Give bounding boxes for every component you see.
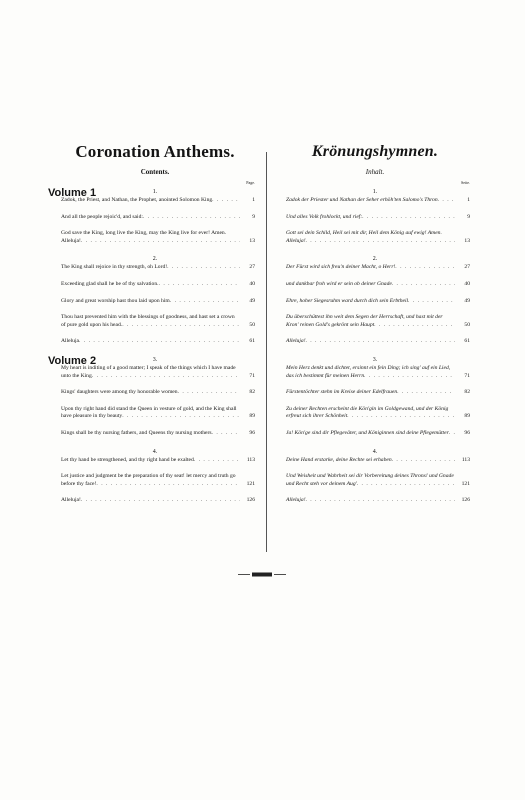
german-entry-title: Du überschüttest ihn weit dem Segen der Herrschaft, und hast mit der Kron' reinen Gold's gekrönt sein Haupt . . . — [280, 314, 455, 329]
german-entry-page: 40 — [464, 280, 470, 287]
german-entry-page: 50 — [464, 321, 470, 328]
german-sections — [280, 187, 470, 505]
german-entry-page: 96 — [464, 429, 470, 436]
german-contents-entry — [280, 281, 470, 289]
german-contents-entry — [280, 338, 470, 346]
german-contents-entry — [280, 365, 470, 380]
english-entry-title: Glory and great worship hast thou laid upon him . . . — [55, 298, 240, 306]
english-section-number: 4. — [152, 448, 158, 455]
english-contents-entry — [55, 214, 255, 222]
german-entry-title: Zadok der Priester und Nathan der Seher erhöh'ten Salomo's Thron . . . — [280, 197, 455, 205]
german-entry-page: 13 — [464, 237, 470, 244]
english-entry-page: 13 — [249, 237, 255, 244]
german-entry-page: 121 — [461, 480, 470, 487]
german-contents-entry — [280, 457, 470, 465]
english-section-number: 1. — [152, 189, 158, 195]
english-section-4 — [55, 447, 255, 505]
english-entry-title: Let thy hand be strengthened, and thy right hand be exalted . . . — [55, 457, 240, 465]
english-entry-page: 50 — [249, 321, 255, 328]
english-page-header: Page. — [246, 180, 255, 185]
english-entry-title: Kings' daughters were among thy honorable women . . . — [55, 389, 240, 397]
column-divider — [266, 152, 267, 552]
english-entry-title: Thou hast prevented him with the blessings of goodness, and hast set a crown of pure gold upon his head. . . . — [55, 314, 240, 329]
german-title: Krönungshymnen. — [311, 143, 439, 160]
german-entry-title: Deine Hand erstarke, deine Rechte sei erhaben . . . — [280, 457, 455, 465]
german-entry-page: 71 — [464, 372, 470, 379]
german-contents-entry — [280, 314, 470, 329]
english-sections — [48, 187, 255, 505]
english-contents-entry — [55, 230, 255, 245]
german-contents-entry — [280, 406, 470, 421]
english-volume-label: Volume 1 — [48, 187, 97, 199]
english-entry-title: Alleluja! . . . — [55, 497, 240, 505]
english-contents-entry — [55, 197, 255, 205]
german-entry-page: 61 — [464, 338, 470, 345]
german-entry-title: Gott sei dein Schild, Heil sei mit dir, Heil dem König auf ewig! Amen. Alleluja! . . . — [280, 230, 455, 245]
english-entry-page: 96 — [249, 429, 255, 436]
german-entry-page: 113 — [461, 456, 470, 463]
german-entry-title: Mein Herz denkt und dichtet, ersinnt ein fein Ding; ich sing' auf ein Lied, das ich bestimmt für meinen Herrn . . . — [280, 365, 455, 380]
german-contents-entry — [280, 497, 470, 505]
english-entry-page: 1 — [252, 197, 255, 203]
english-contents-entry — [55, 281, 255, 289]
english-entry-page: 126 — [246, 497, 255, 504]
english-contents-entry — [55, 497, 255, 505]
german-entry-title: Der Fürst wird sich freu'n deiner Macht, o Herr! . . . — [280, 264, 455, 272]
german-entry-title: und dankbar froh wird er sein ob deiner Gnade . . . — [280, 281, 455, 289]
german-entry-page: 126 — [461, 497, 470, 504]
english-entry-page: 49 — [249, 297, 255, 304]
english-contents-entry — [55, 406, 255, 421]
german-section-number: 1. — [372, 189, 378, 195]
german-contents-entry — [280, 473, 470, 488]
english-entry-title: Alleluja . . . — [55, 338, 240, 346]
english-contents-entry — [55, 430, 255, 438]
english-entry-page: 89 — [249, 413, 255, 420]
german-section-number: 3. — [372, 356, 378, 363]
german-entry-title: Alleluja! . . . — [280, 497, 455, 505]
german-contents — [280, 140, 470, 514]
english-title: Coronation Anthems. — [75, 142, 235, 161]
german-section-number: 2. — [372, 256, 378, 263]
german-entry-title: Ja! Kön'ge sind dir Pflegeväter, und Königinnen sind deine Pflegemütter . . . — [280, 430, 455, 438]
english-entry-page: 9 — [252, 213, 255, 220]
english-contents-entry — [55, 264, 255, 272]
english-section-2 — [55, 254, 255, 346]
english-contents-entry — [55, 389, 255, 397]
english-entry-page: 71 — [249, 372, 255, 379]
english-entry-title: God save the King, long live the King, may the King live for ever! Amen. Alleluja! . . . — [55, 230, 240, 245]
english-contents — [48, 140, 255, 514]
german-contents-entry — [280, 230, 470, 245]
german-section-1 — [280, 187, 470, 245]
german-contents-entry — [280, 430, 470, 438]
german-entry-page: 89 — [464, 413, 470, 420]
english-entry-title: Zadok, the Priest, and Nathan, the Prophet, anointed Solomon King . . . — [55, 197, 240, 205]
german-entry-title: Fürstentöchter stehn im Kreise deiner Edelfrauen . . . — [280, 389, 455, 397]
english-section-1 — [48, 187, 255, 245]
english-section-3 — [48, 354, 255, 438]
german-entry-title: Alleluja! . . . — [280, 338, 455, 346]
german-entry-title: Und alles Volk frohlockt, und rief: . . . — [280, 214, 455, 222]
english-entry-title: Exceeding glad shall he be of thy salvation. . . . — [55, 281, 240, 289]
german-section-number: 4. — [372, 448, 378, 455]
english-entry-title: Let justice and judgment be the preparation of thy seat! let mercy and truth go before thy face! . . . — [55, 473, 240, 488]
english-subtitle: Contents. — [140, 168, 170, 176]
german-subtitle: Inhalt. — [365, 168, 385, 176]
german-contents-entry — [280, 197, 470, 205]
german-entry-page: 27 — [464, 264, 470, 271]
english-section-number: 2. — [152, 256, 158, 263]
german-section-2 — [280, 254, 470, 346]
english-entry-title: The King shall rejoice in thy strength, oh Lord! . . . — [55, 264, 240, 272]
english-entry-page: 40 — [249, 280, 255, 287]
english-contents-entry — [55, 298, 255, 306]
german-contents-entry — [280, 389, 470, 397]
english-section-number: 3. — [152, 356, 158, 363]
german-section-4 — [280, 447, 470, 505]
english-entry-title: And all the people rejoic'd, and said: . . . — [55, 214, 240, 222]
german-entry-page: 1 — [467, 197, 470, 203]
english-contents-entry — [55, 338, 255, 346]
english-contents-entry — [55, 473, 255, 488]
english-entry-page: 61 — [249, 338, 255, 345]
english-entry-title: My heart is inditing of a good matter; I speak of the things which I have made unto the King . . . — [55, 365, 240, 380]
german-entry-page: 49 — [464, 297, 470, 304]
german-section-3 — [280, 355, 470, 438]
german-page-header: Seite. — [461, 180, 470, 185]
german-contents-entry — [280, 298, 470, 306]
english-entry-page: 121 — [246, 480, 255, 487]
english-entry-page: 82 — [249, 389, 255, 396]
english-entry-page: 113 — [246, 456, 255, 463]
german-contents-entry — [280, 214, 470, 222]
german-entry-title: Und Weisheit und Wahrheit sei dir Vorbereitung deines Throns! und Gnade und Recht steh vor deinem Aug' . . . — [280, 473, 455, 488]
german-entry-page: 9 — [467, 213, 470, 220]
english-entry-page: 27 — [249, 264, 255, 271]
german-entry-title: Zu deiner Rechten erscheint die Kön'gin im Goldgewand, und der König erfreut sich ihrer Schönheit . . . — [280, 406, 455, 421]
english-contents-entry — [55, 314, 255, 329]
english-contents-entry — [55, 365, 255, 380]
english-volume-label: Volume 2 — [48, 354, 97, 367]
german-contents-entry — [280, 264, 470, 272]
english-entry-title: Kings shall be thy nursing fathers, and Queens thy nursing mothers . . . — [55, 430, 240, 438]
ornament-divider — [238, 572, 286, 577]
english-contents-entry — [55, 457, 255, 465]
german-entry-title: Ehre, hoher Siegesruhm ward durch dich sein Erbtheil . . . — [280, 298, 455, 306]
german-entry-page: 82 — [464, 389, 470, 396]
english-entry-title: Upon thy right hand did stand the Queen in vesture of gold, and the King shall have pleasure in thy beauty . . . — [55, 406, 240, 421]
